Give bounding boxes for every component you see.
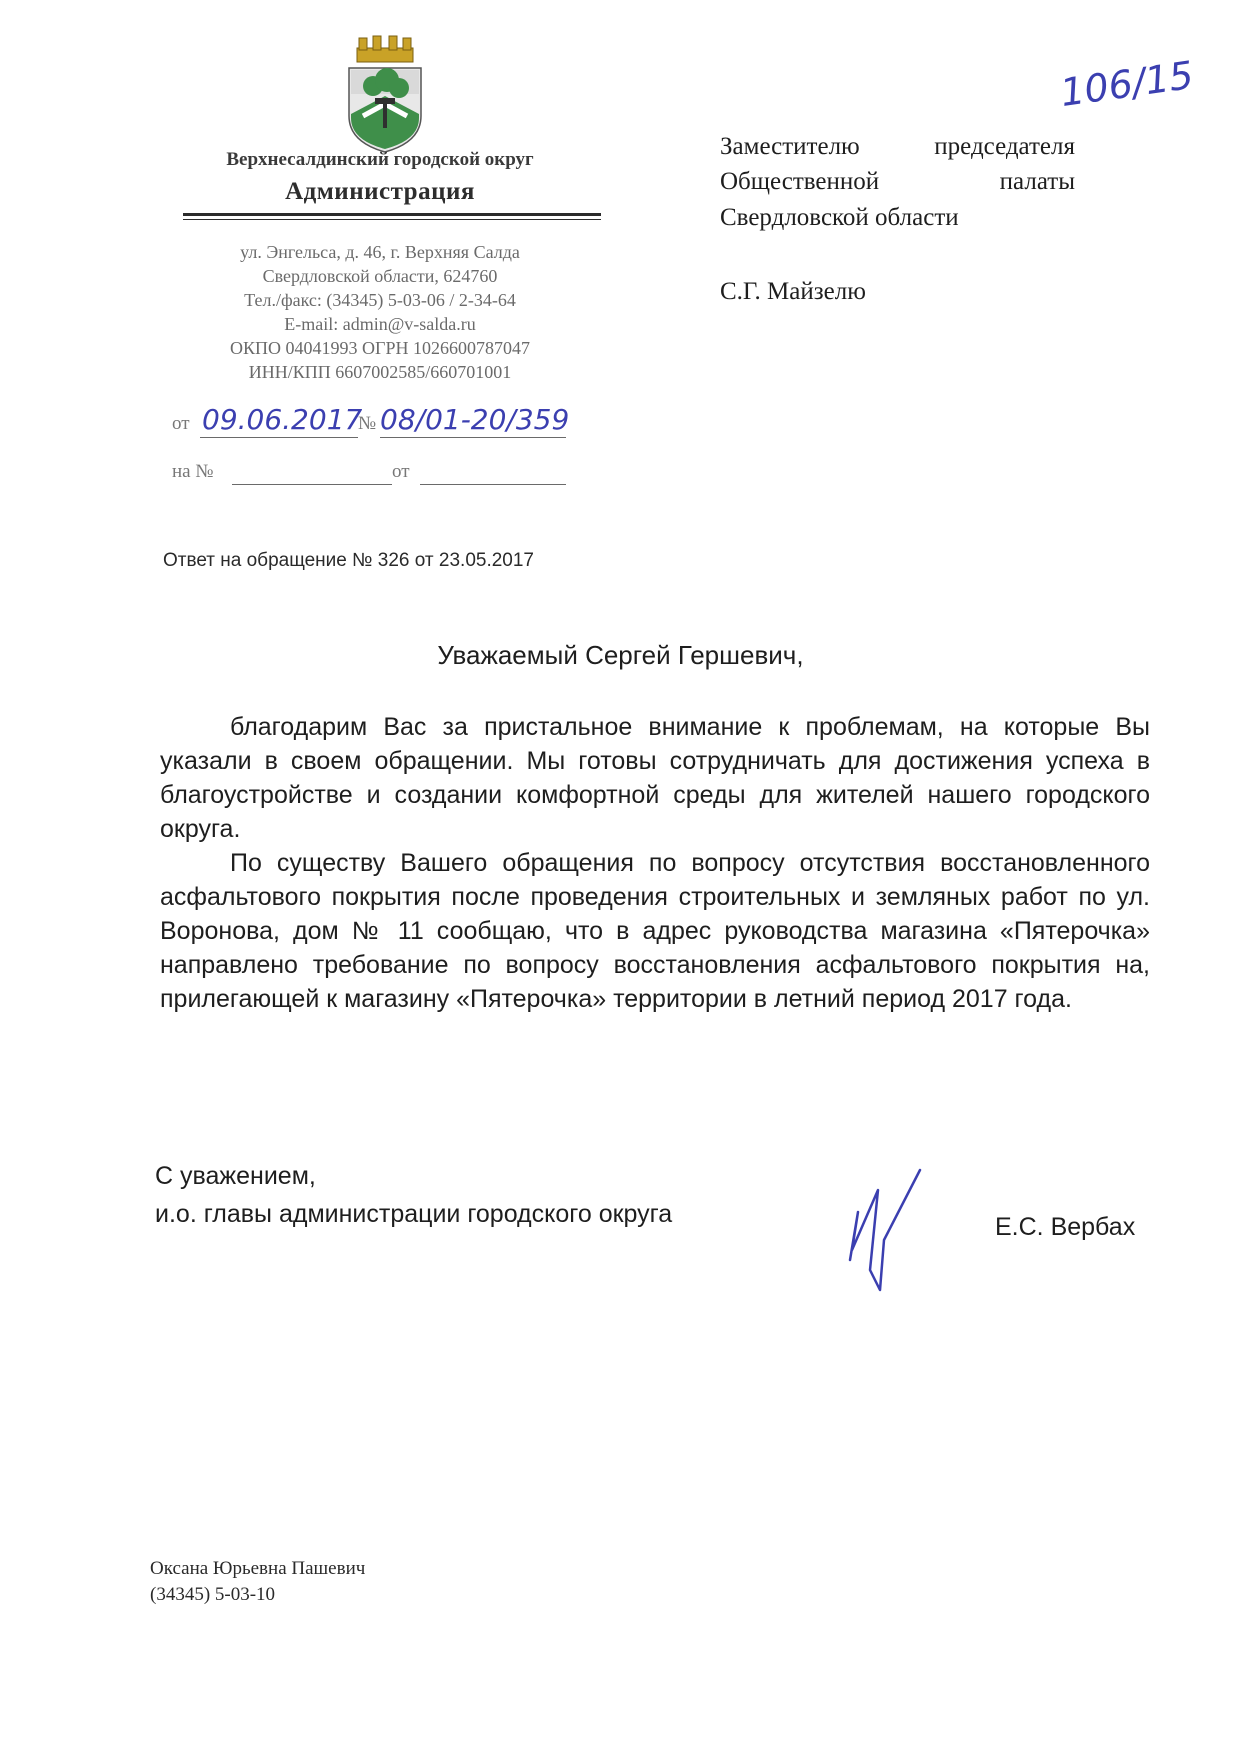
inn-kpp-line: ИНН/КПП 6607002585/660701001	[248, 362, 512, 382]
address-line: Свердловской области, 624760	[262, 266, 498, 286]
addressee-name: С.Г. Майзелю	[720, 278, 866, 305]
executor-name: Оксана Юрьевна Пашевич	[150, 1558, 366, 1579]
coat-of-arms-icon	[343, 34, 427, 154]
from-date-underline	[420, 484, 566, 485]
letterhead-divider-thin	[183, 219, 601, 220]
org-admin-title: Администрация	[285, 178, 475, 205]
body-paragraph-2: По существу Вашего обращения по вопросу отсутствия восстановленного асфальтового покрытия после проведения строительных и земляных работ по ул. Воронова, дом № 11 сообщаю, что в адрес руководства магазина «Пятерочка» направлено требование по вопросу восстановления асфальтового покрытия на, прилегающей к магазину «Пятерочка» территории в летний период 2017 года.	[160, 849, 1150, 1013]
number-label: №	[358, 413, 377, 434]
number-underline	[380, 437, 566, 438]
executor-phone: (34345) 5-03-10	[150, 1584, 276, 1605]
addressee-line-1	[720, 133, 1075, 161]
body-paragraph-1: благодарим Вас за пристальное внимание к проблемам, на которые Вы указали в своем обращении. Мы готовы сотрудничать для достижения успеха в благоустройстве и создании комфортной среды для жителей нашего городского округа.	[160, 713, 1150, 843]
addressee-word: Заместителю	[720, 133, 860, 160]
addressee-line-3: Свердловской области	[720, 204, 959, 231]
okpo-ogrn-line: ОКПО 04041993 ОГРН 1026600787047	[230, 338, 530, 358]
phone-fax-line: Тел./факс: (34345) 5-03-06 / 2-34-64	[244, 290, 516, 310]
addressee-word: палаты	[999, 168, 1075, 195]
email-line: E-mail: admin@v-salda.ru	[284, 314, 476, 334]
address-line: ул. Энгельса, д. 46, г. Верхняя Салда	[240, 242, 520, 262]
handwritten-registration-number: 106/15	[1057, 52, 1197, 116]
from-label-2: от	[392, 461, 410, 482]
closing-salutation: С уважением,	[155, 1162, 316, 1190]
org-name: Верхнесалдинский городской округ	[226, 149, 534, 170]
reference-line: Ответ на обращение № 326 от 23.05.2017	[163, 550, 535, 571]
addressee-word: Общественной	[720, 168, 880, 195]
handwritten-date: 09.06.2017	[202, 403, 363, 436]
signer-name: Е.С. Вербах	[995, 1213, 1136, 1241]
on-number-underline	[232, 484, 392, 485]
handwritten-outgoing-number: 08/01-20/359	[380, 403, 570, 436]
signer-position: и.о. главы администрации городского округа	[155, 1200, 673, 1228]
letterhead-divider	[183, 213, 601, 216]
addressee-line-2	[720, 168, 1075, 196]
on-number-label: на №	[172, 461, 214, 482]
addressee-word: председателя	[934, 133, 1075, 160]
handwritten-signature	[830, 1150, 940, 1300]
date-underline	[200, 437, 358, 438]
from-label: от	[172, 413, 190, 434]
greeting: Уважаемый Сергей Гершевич,	[437, 640, 804, 670]
